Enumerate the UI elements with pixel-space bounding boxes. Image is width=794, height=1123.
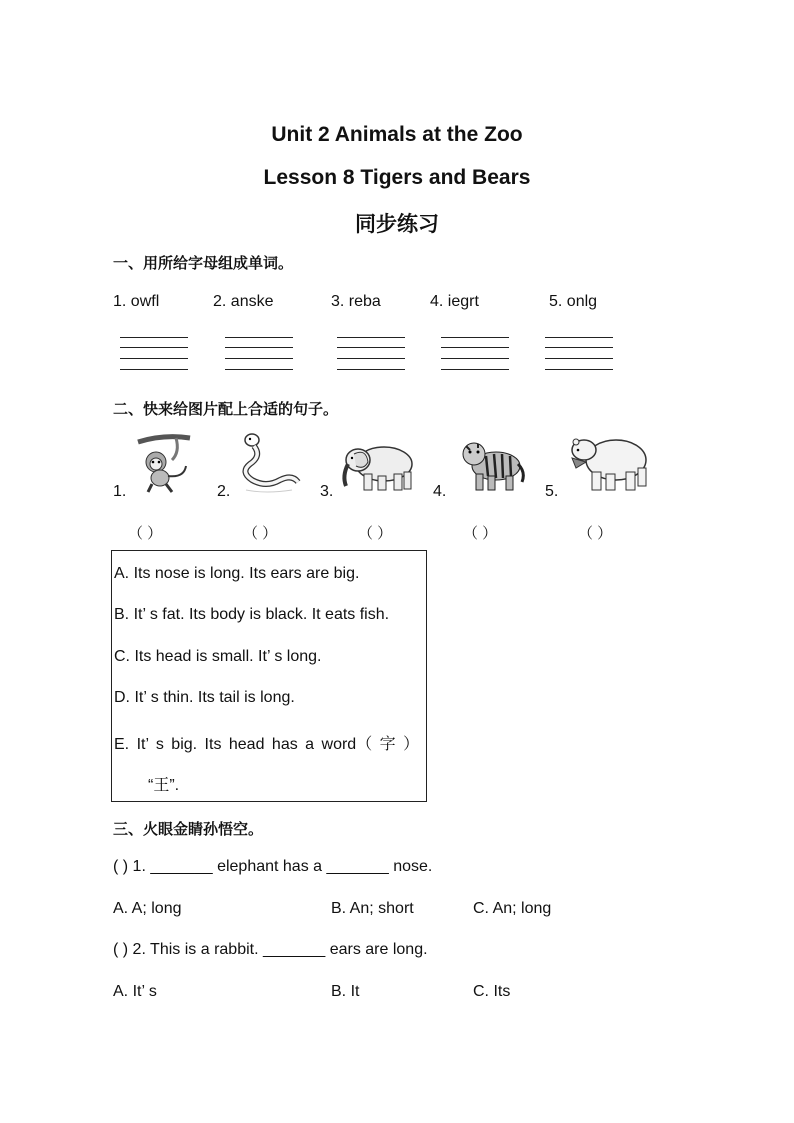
section1-heading: 一、用所给字母组成单词。 — [113, 255, 294, 272]
answer-blank-1[interactable]: （ ） — [128, 525, 163, 542]
section3-heading: 三、火眼金睛孙悟空。 — [113, 821, 264, 838]
tiger-icon — [456, 436, 526, 496]
sentence-d: D. It’ s thin. Its tail is long. — [114, 689, 295, 706]
question-2: ( ) 2. This is a rabbit. _______ ears are long. — [113, 941, 428, 958]
section2-heading: 二、快来给图片配上合适的句子。 — [113, 401, 339, 418]
sentence-c: C. Its head is small. It’ s long. — [114, 648, 322, 665]
scramble-item-5: 5. onlg — [549, 293, 598, 310]
sentence-a: A. Its nose is long. Its ears are big. — [114, 565, 360, 582]
scramble-item-4: 4. iegrt — [430, 293, 479, 310]
q2-option-b[interactable]: B. It — [331, 983, 360, 1000]
q1-option-b[interactable]: B. An; short — [331, 900, 414, 917]
sentence-e: E. It’ s big. Its head has a word（ 字 ） — [114, 736, 420, 753]
q2-option-a[interactable]: A. It’ s — [113, 983, 157, 1000]
answer-blank-4[interactable]: （ ） — [463, 525, 498, 542]
elephant-icon — [338, 440, 418, 495]
sentence-e-continued: “王”. — [148, 777, 180, 794]
picture-number-3: 3. — [320, 483, 334, 500]
picture-number-2: 2. — [217, 483, 231, 500]
answer-blank-2[interactable]: （ ） — [243, 525, 278, 542]
question-1: ( ) 1. _______ elephant has a _______ nose. — [113, 858, 433, 875]
answer-blank-3[interactable]: （ ） — [358, 525, 393, 542]
monkey-icon — [136, 432, 192, 494]
picture-number-4: 4. — [433, 483, 447, 500]
scramble-item-1: 1. owfl — [113, 293, 160, 310]
picture-number-5: 5. — [545, 483, 559, 500]
exercise-subtitle: 同步练习 — [355, 213, 439, 236]
q2-option-c[interactable]: C. Its — [473, 983, 511, 1000]
sentence-box — [111, 550, 427, 802]
scramble-item-3: 3. reba — [331, 293, 381, 310]
bear-icon — [566, 428, 652, 494]
q1-option-a[interactable]: A. A; long — [113, 900, 182, 917]
answer-blank-5[interactable]: （ ） — [578, 525, 613, 542]
q1-option-c[interactable]: C. An; long — [473, 900, 552, 917]
scramble-item-2: 2. anske — [213, 293, 274, 310]
picture-number-1: 1. — [113, 483, 127, 500]
snake-icon — [236, 430, 302, 498]
lesson-title: Lesson 8 Tigers and Bears — [263, 166, 531, 189]
unit-title: Unit 2 Animals at the Zoo — [271, 123, 523, 146]
sentence-b: B. It’ s fat. Its body is black. It eats fish. — [114, 606, 390, 623]
